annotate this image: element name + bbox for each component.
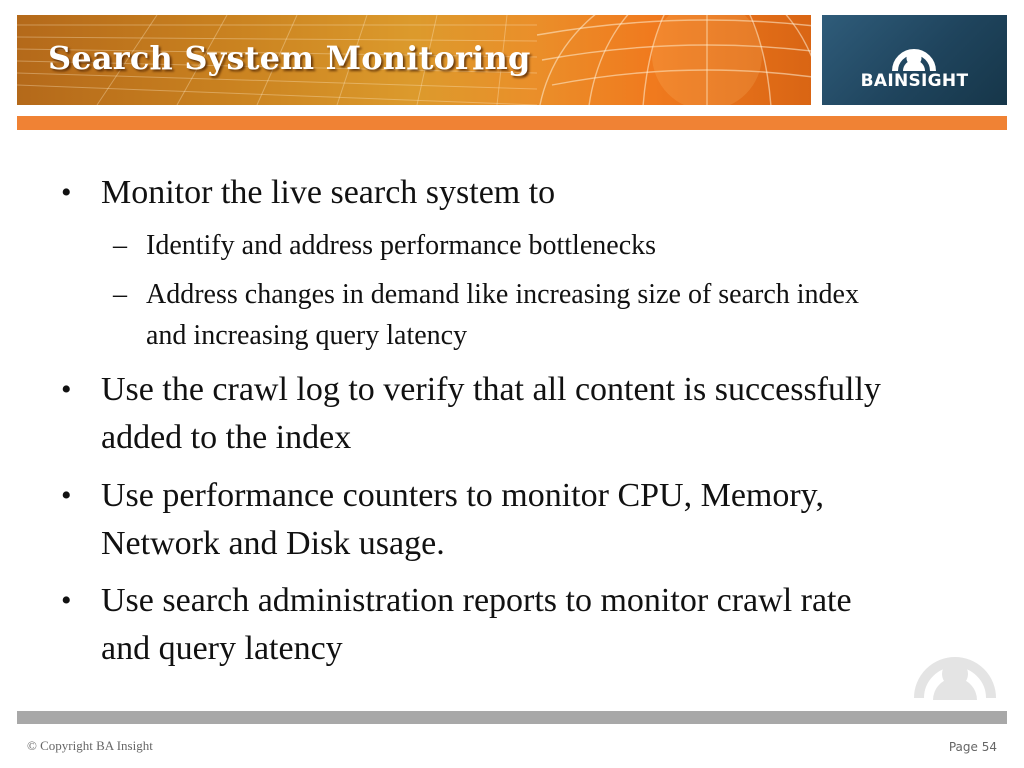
sub-bullet-text: Identify and address performance bottlenecks <box>146 230 657 261</box>
logo-wordmark: BAINSIGHT <box>860 71 969 91</box>
bullet-item <box>61 169 891 217</box>
page-title: Search System Monitoring <box>48 39 531 77</box>
bullet-item <box>61 366 891 462</box>
bullet-marker: • <box>61 373 72 406</box>
bainsight-arc-watermark-icon <box>913 630 997 702</box>
bullet-text: Use performance counters to monitor CPU, Memory, Network and Disk usage. <box>101 477 824 562</box>
sub-bullet-item <box>113 274 903 356</box>
footer-divider <box>17 711 1007 724</box>
sub-bullet-item <box>113 225 903 266</box>
page-number: Page 54 <box>948 740 997 754</box>
sub-bullet-text: Address changes in demand like increasing size of search index and increasing query latency <box>146 279 859 351</box>
bullet-text: Monitor the live search system to <box>101 174 556 211</box>
bullet-item <box>61 577 891 673</box>
bullet-text: Use search administration reports to monitor crawl rate and query latency <box>101 582 852 667</box>
bullet-marker: • <box>61 479 72 512</box>
bullet-text: Use the crawl log to verify that all content is successfully added to the index <box>101 371 881 456</box>
sub-bullet-marker: – <box>113 279 127 310</box>
bullet-marker: • <box>61 584 72 617</box>
copyright-text: © Copyright BA Insight <box>27 738 153 753</box>
bullet-item <box>61 472 891 568</box>
bullet-marker: • <box>61 176 72 209</box>
sub-bullet-marker: – <box>113 230 127 261</box>
